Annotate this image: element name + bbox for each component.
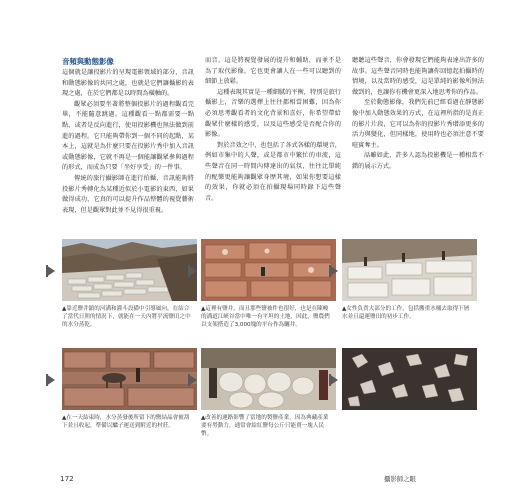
page-number: 172 bbox=[60, 474, 74, 483]
paragraph: 至於動態影像，我們先前已經看過在靜態影像中加入動態效果的方式，在這裡所指的是真正的影片片段，它可以為你的投影片秀增添更多的活力與變化，但同樣地，使用時也必須注意不要喧賓奪主。 bbox=[352, 99, 484, 149]
photo-salt-sacks-merchants bbox=[201, 348, 336, 410]
arrow-right-icon bbox=[188, 374, 197, 386]
text-column-1 bbox=[62, 56, 194, 216]
paragraph: 傳統的旅行攝影師在進行拍攝，音訊能夠將投影片秀轉化為某種近似於小電影的東西，如果做得成功，它真的可以提升作品整體的視覺藝術表現，但是觀眾對此並不見得很重視。 bbox=[62, 174, 194, 214]
photo-caption: ▲改善的運路影響了當地的製鹽產業，因為典藏產業要有勞動力，通常會給紅鹽每公斤只能賣一塊人民幣。 bbox=[201, 415, 329, 438]
arrow-right-icon bbox=[46, 374, 55, 386]
paragraph: 聽聽這些聲音，你會發現它們能夠表達出許多的故事。這些聲音同時也能夠讓你回憶起拍攝時的情境，以及當時的感受，這是單純的影像所無法做到的，也讓你有機會更深入地思考你的作品。 bbox=[352, 57, 484, 96]
section-title: 音頻與動態影像 bbox=[62, 57, 114, 66]
running-title: 攝影師之眼 bbox=[384, 475, 416, 483]
paragraph: 而音，這是將視覺發展的提升和輔助，而並不是為了取代影像，它也更會讓人在一些可以聽到的細節上放鬆。 bbox=[205, 57, 341, 86]
photo-women-carrying-water bbox=[342, 239, 477, 301]
photo-salt-terraces-valley bbox=[62, 239, 197, 301]
paragraph: 這種表現其實是一種細膩的平衡，特別是旅行攝影上，音樂的選擇上往往都相當困難，因為你必須思考觀看者的文化背景和喜好，你希望帶給觀眾什麼樣的感受，以及這些感受是否配合你的影像。 bbox=[205, 88, 341, 139]
photo-donkey-and-worker bbox=[62, 348, 197, 410]
paragraph: 這個就是讓投影片的呈現電影領域的部分，音訊和動態影像的共同之處，也就是它們讓攝影的表現之處，在於它們都是以時間為橫軸的。 bbox=[62, 69, 194, 98]
paragraph: 話雖如此，許多人認為投影機是一種相當不錯的展示方式。 bbox=[352, 152, 484, 170]
text-column-2 bbox=[205, 56, 341, 204]
arrow-right-icon bbox=[188, 265, 197, 277]
photo-caption: ▲在一天結束時，水分蒸發後所留下的鹽結晶會被刮下並且收起，準備以驢子運送到附近的村莊。 bbox=[62, 415, 190, 430]
photo-caption: ▲靠近鹽井鎮的河溝和灌斗設備中引導風向，在結合了當代日照的情況下，就能在一天內將平流鹽田之中的水分蒸乾。 bbox=[62, 306, 191, 329]
arrow-right-icon bbox=[46, 265, 55, 277]
arrow-right-icon bbox=[329, 374, 338, 386]
arrow-right-icon bbox=[329, 265, 338, 277]
paragraph: 對於音效之中，也包括了各式各樣的環境音，例如市集中的人聲，或是都市中繁忙的車流，這些聲音在同一時間內傳達出的氣氛，往往比單純的配樂更能夠讓觀眾身歷其境，如果你想要這樣的效果，你就必須在拍攝現場同時錄下這些聲音。 bbox=[205, 141, 341, 202]
paragraph: 觀眾必須要坐著將整個投影片的過程觀看完畢，不能隨意跳過。這種觀看一點都需要一點點，或者是反向進行，使用投影機也無法做到前進的過程。它只能夠帶你到一個不同的起點，某本上，這就是為什麼只要在投影片秀中加入音訊或動態影像，它就不再是一個能讓觀眾參與過程的形式，而成為只要「坐好享受」的一件事。 bbox=[62, 100, 194, 172]
text-column-3 bbox=[352, 56, 484, 173]
photo-caption: ▲女性負責大部分的工作，包括搬重水桶去取得下層水並且還運鹽田的初步工作。 bbox=[342, 306, 470, 321]
photo-salt-crystals-closeup bbox=[342, 348, 477, 410]
photo-red-salt-pans bbox=[201, 239, 336, 301]
photo-caption: ▲這裡有鹽井，而且那些鹽被件也很好，也是在陳峻的溝道江峽谷當中唯一有平坦的土地，因此，鹽農們以支架搭造了3,000塊的平台作為曬井。 bbox=[201, 306, 330, 329]
